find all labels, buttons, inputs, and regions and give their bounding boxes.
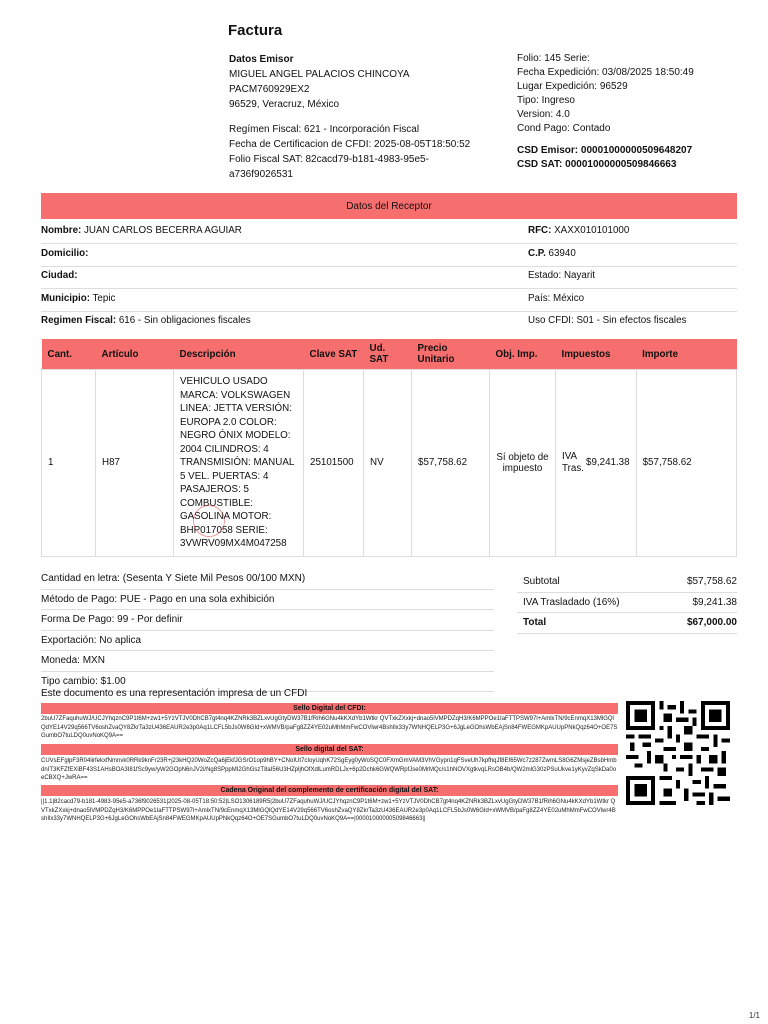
cell-obj-imp: Sí objeto de impuesto [490,370,556,557]
col-clave-sat: Clave SAT [304,339,364,370]
emisor-name: MIGUEL ANGEL PALACIOS CHINCOYA [229,69,410,80]
folio-fiscal-cont: a736f9026531 [229,169,293,180]
cadena-bar: Cadena Original del complemento de certificación digital del SAT: [41,785,618,796]
nombre-value: JUAN CARLOS BECERRA AGUIAR [81,225,242,236]
stamp-mark [193,505,225,537]
table-row [42,370,737,557]
tipo-cambio: Tipo cambio: $1.00 [41,672,494,693]
rfc-label: RFC: [528,225,552,236]
uso-cfdi-value: Uso CFDI: S01 - Sin efectos fiscales [528,315,687,326]
metodo-pago: Método de Pago: PUE - Pago en una sola exhibición [41,590,494,611]
col-articulo: Artículo [96,339,174,370]
emisor-address: 96529, Veracruz, México [229,99,340,110]
col-ud-sat: Ud. SAT [364,339,412,370]
municipio-value: Tepic [89,293,116,304]
col-impuestos: Impuestos [556,339,637,370]
regimen-value: 616 - Sin obligaciones fiscales [116,315,251,326]
forma-pago: Forma De Pago: 99 - Por definir [41,610,494,631]
total-label: Total [523,617,547,628]
summary-block [41,569,494,692]
emisor-rfc: PACM760929EX2 [229,84,310,95]
qr-code-icon [626,701,730,805]
subtotal-label: Subtotal [523,576,560,587]
csd-emisor: CSD Emisor: 00001000000509648207 [517,145,693,156]
col-cant: Cant. [42,339,96,370]
cell-cant: 1 [42,370,96,557]
regimen-label: Regimen Fiscal: [41,315,117,326]
col-obj-imp: Obj. Imp. [490,339,556,370]
emisor-regimen: Regímen Fiscal: 621 - Incorporación Fiscal [229,124,420,135]
cp-label: C.P. [528,248,546,259]
exportacion: Exportación: No aplica [41,631,494,652]
fecha-certificacion: Fecha de Certificacion de CFDI: 2025-08-05T18:50:52 [229,139,471,150]
cantidad-letra: Cantidad en letra: (Sesenta Y Siete Mil Pesos 00/100 MXN) [41,569,494,590]
page-number: 1/1 [748,1011,760,1020]
cell-articulo: H87 [96,370,174,557]
subtotal-value: $57,758.62 [686,576,737,587]
sello-cfdi-text: 2buU7ZFaquhuWJ/UCJYhqznC9P1t6M+zw1+5YzVTJV0DhCB7gt4nq4KZNRk3BZLxvUgGtyDW37B1fRih6GNu4kKXdYb1Wtkr QVTxkZXxkj+dnao5lVMPDZqH3/K6MPPOe1IaFTTPSW97l+AmlxTN/9cEnmqX13MlGQlQdYE14V29q566TV6oshZvaQY8ZkrTa3zU436EAUR2e3p0Aq1LCFL5bJs0W6GId+xWMVB/paFg8ZZ4YE02uMhMmFwCOVlwr4BshIlx33y7WNHQELP3G+6JgLeGOhsWbEAjSn84FWEGMKpAUUpPNkQqz64O+OE7SGumbO7tuLDQ0uvNoKQ9A== [41,716,618,739]
rfc-value: XAXX010101000 [551,225,630,236]
receptor-row [41,221,737,244]
receptor-row [41,244,737,267]
col-precio: Precio Unitario [412,339,490,370]
total-value: $67,000.00 [686,617,737,628]
cp-value: 63940 [545,248,576,259]
estado-value: Estado: Nayarit [528,270,595,281]
impuesto-tipo: IVA Tras. [562,450,584,474]
domicilio-label: Domicilio: [41,248,89,259]
cell-precio: $57,758.62 [412,370,490,557]
iva-value: $9,241.38 [692,596,737,608]
receptor-row [41,266,737,289]
cond-pago: Cond Pago: Contado [517,123,611,134]
subtotal-row [517,572,737,593]
emisor-heading: Datos Emisor [229,54,294,65]
moneda: Moneda: MXN [41,651,494,672]
cell-ud-sat: NV [364,370,412,557]
lugar-expedicion: Lugar Expedición: 96529 [517,81,628,92]
col-importe: Importe [636,339,736,370]
receptor-row [41,311,737,333]
cell-descripcion: VEHICULO USADO MARCA: VOLKSWAGEN LINEA: JETTA VERSIÓN: EUROPA 2.0 COLOR: NEGRO ÓNIX MODELO: 2004 CILINDROS: 4 TRANSMISIÓN: MANUAL 5 VEL. PUERTAS: 4 PASAJEROS: 5 COMBUSTIBLE: GASOLINA MOTOR: BHP017058 SERIE: 3VWRV09MX4M047258 [174,370,304,557]
emisor-block [229,52,499,182]
sello-cfdi-bar: Sello Digital del CFDI: [41,703,618,714]
cfdi-legend: Este documento es una representación impresa de un CFDI [41,688,308,699]
sello-sat-text: CUVsEFglpF3R04lirfekxfNmnvk0RRk9knFr23R+j23kHQ20WoZcQa6jEkfJGSrO1op9hBY+CNoIUt7cIoyUqhK72SgEyg0yWoSQC0FXmGmVAM3VhVGypn1qFSveUh7kpfhqJf8Ef65Wc7z287ZwmLS8G6ZMsjeZBsbHmbdnIT3KFZfEXiBF43S1AHsBOA3I81fSc9yw/yW2GOpN6nJV2i/Ng8SPppMI2GhGszT8aI56U3HZpljhOfXdlLumRDLJx+6p2Dchk6GWQWRpfJse0MrMQc/s1hNOVXgtkvqLRsOB4b/QW2mlG30zPSuUkve1yKyvZqSkDa0oeCBXQ+JwRA== [41,758,617,781]
iva-row [517,593,737,614]
folio-fiscal: Folio Fiscal SAT: 82cacd79-b181-4983-95e5- [229,154,429,165]
municipio-label: Municipio: [41,293,90,304]
items-table [41,339,737,557]
ciudad-label: Ciudad: [41,270,78,281]
folio: Folio: 145 Serie: [517,53,590,64]
items-header-row [42,339,737,370]
impuesto-monto: $9,241.38 [586,457,630,469]
csd-sat: CSD SAT: 00001000000509846663 [517,159,677,170]
receptor-row [41,289,737,312]
pais-value: País: México [528,293,585,304]
fecha-expedicion: Fecha Expedición: 03/08/2025 18:50:49 [517,67,694,78]
cell-importe: $57,758.62 [636,370,736,557]
totals-block [517,572,737,634]
cell-clave-sat: 25101500 [304,370,364,557]
sello-sat-bar: Sello digital del SAT: [41,744,618,755]
receptor-bar: Datos del Receptor [41,193,737,219]
folio-block [517,52,747,172]
cadena-text: ||1.1|82cacd79-b181-4983-95e5-a736f9026531|2025-08-05T18:50:52|LSO1306189R5|2buU7ZFaquhuWJ/UCJYhqznC9P1t6M+zw1+5YzVTJV0DhCB7gt4nq4KZNRk3BZLxvUgGtyDW37B1fRih6GNu4kKXdYb1Wtkr QVTxkZXxkj+dnao5lVMPDZqH3/K6MPPOe1IaFTTPSW97l+AmlxTN/9cEnmqX13MlGQlQdYE14V29q566TV6oshZvaQY8ZkrTa3zU436EAUR2e3p0Aq1LCFL5bJs0W6GId+xWMVB/paFg8ZZ4YE02uMhMmFwCOVlwr4BshIlx33y7WNHQELP3G+6JgLeGOhsWbEAjSn84FWEGMKpAUUpPNkQqz64O+OE7SGumbO7tuLDQ0uvNoKQ9A==|00001000000509846663|| [41,799,616,822]
nombre-label: Nombre: [41,225,82,236]
invoice-title: Factura [228,22,283,39]
total-row [517,613,737,634]
tipo: Tipo: Ingreso [517,95,575,106]
col-descripcion: Descripción [174,339,304,370]
version: Version: 4.0 [517,109,570,120]
iva-label: IVA Trasladado (16%) [523,596,620,608]
cell-impuestos [556,370,637,557]
